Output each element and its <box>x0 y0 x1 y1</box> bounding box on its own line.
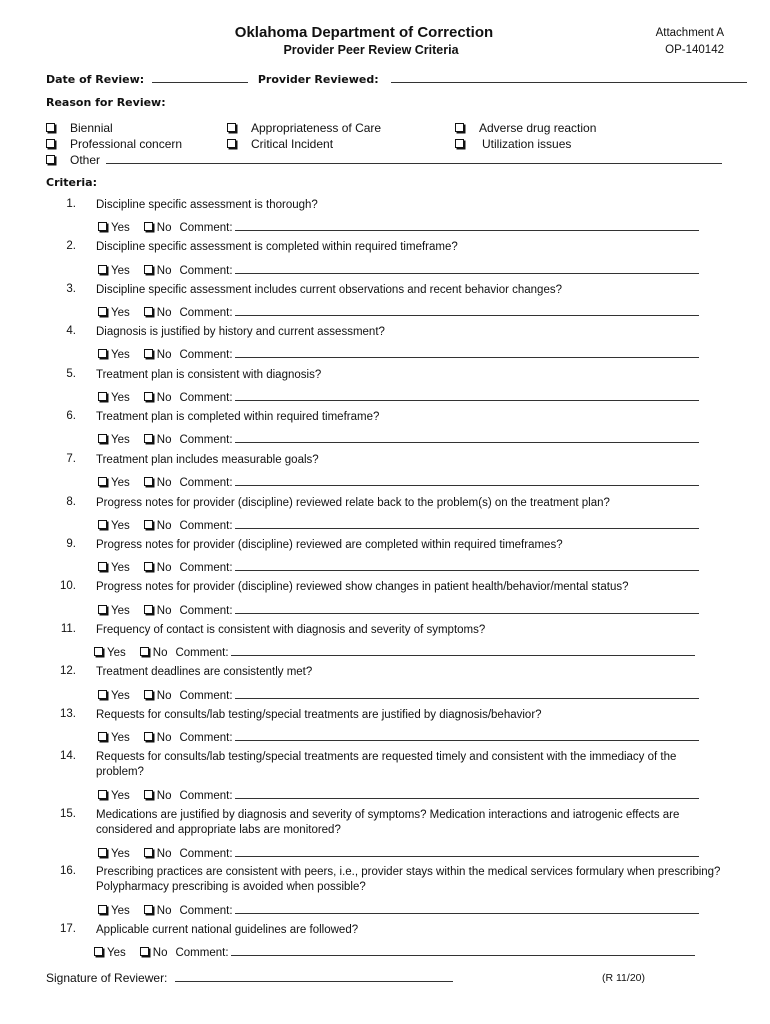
comment-field[interactable] <box>235 389 699 401</box>
no-checkbox-icon[interactable] <box>144 905 153 914</box>
yes-checkbox-icon[interactable] <box>98 434 107 443</box>
yes-label: Yes <box>111 434 130 446</box>
reason-for-review-label: Reason for Review: <box>46 96 166 109</box>
criterion-response-row <box>98 517 699 532</box>
comment-field[interactable] <box>235 845 699 857</box>
yes-checkbox-icon[interactable] <box>98 790 107 799</box>
comment-field[interactable] <box>231 644 695 656</box>
comment-field[interactable] <box>235 602 699 614</box>
document-subtitle: Provider Peer Review Criteria <box>283 43 459 57</box>
comment-label: Comment: <box>179 434 233 446</box>
no-checkbox-icon[interactable] <box>140 647 149 656</box>
criterion-response-row <box>94 644 695 659</box>
comment-label: Comment: <box>179 790 233 802</box>
comment-label: Comment: <box>175 947 229 959</box>
comment-label: Comment: <box>179 349 233 361</box>
yes-checkbox-icon[interactable] <box>98 732 107 741</box>
yes-label: Yes <box>107 947 126 959</box>
yes-checkbox-icon[interactable] <box>94 647 103 656</box>
criterion-number: 14. <box>60 750 76 762</box>
comment-label: Comment: <box>179 222 233 234</box>
criterion-question: Prescribing practices are consistent with peers, i.e., provider stays within the medical services formulary when prescribing? Polypharmacy prescribing is avoided when possible? <box>96 866 721 893</box>
criterion-question: Requests for consults/lab testing/special treatments are requested timely and consistent with the immediacy of the problem? <box>96 751 677 778</box>
criterion-question: Frequency of contact is consistent with diagnosis and severity of symptoms? <box>96 624 486 636</box>
comment-label: Comment: <box>179 848 233 860</box>
yes-checkbox-icon[interactable] <box>98 905 107 914</box>
criterion-number: 3. <box>66 283 76 295</box>
comment-field[interactable] <box>235 902 699 914</box>
yes-label: Yes <box>111 848 130 860</box>
provider-reviewed-field[interactable] <box>391 71 747 83</box>
criterion-response-row <box>98 902 699 917</box>
no-checkbox-icon[interactable] <box>144 392 153 401</box>
criterion-question: Diagnosis is justified by history and current assessment? <box>96 326 385 338</box>
no-label: No <box>152 647 168 659</box>
comment-field[interactable] <box>235 304 699 316</box>
other-reason-field[interactable] <box>106 152 722 164</box>
yes-label: Yes <box>111 520 130 532</box>
criterion-number: 13. <box>60 708 76 720</box>
no-checkbox-icon[interactable] <box>144 848 153 857</box>
criterion-question: Progress notes for provider (discipline) reviewed are completed within required timeframes? <box>96 539 563 551</box>
revision-date: (R 11/20) <box>602 972 645 984</box>
comment-label: Comment: <box>175 647 229 659</box>
comment-field[interactable] <box>235 729 699 741</box>
criterion-number: 1. <box>66 198 76 210</box>
no-label: No <box>156 562 172 574</box>
reason-critical-incident[interactable]: Critical Incident <box>227 137 333 151</box>
no-label: No <box>156 732 172 744</box>
criterion-response-row <box>98 559 699 574</box>
criterion-number: 12. <box>60 665 76 677</box>
criterion-question: Discipline specific assessment is completed within required timeframe? <box>96 241 458 253</box>
comment-field[interactable] <box>235 517 699 529</box>
comment-field[interactable] <box>231 944 695 956</box>
yes-label: Yes <box>111 562 130 574</box>
comment-label: Comment: <box>179 307 233 319</box>
no-checkbox-icon[interactable] <box>144 349 153 358</box>
criterion-question: Medications are justified by diagnosis and severity of symptoms? Medication interactions and iatrogenic effects are considered and appropriate labs are monitored? <box>96 809 680 836</box>
comment-field[interactable] <box>235 687 699 699</box>
no-label: No <box>156 520 172 532</box>
checkbox-icon[interactable] <box>455 123 464 132</box>
yes-checkbox-icon[interactable] <box>98 307 107 316</box>
comment-label: Comment: <box>179 905 233 917</box>
document-number: OP-140142 <box>665 44 724 56</box>
criterion-number: 10. <box>60 580 76 592</box>
criteria-label: Criteria: <box>46 176 98 189</box>
checkbox-icon[interactable] <box>227 139 236 148</box>
yes-label: Yes <box>111 222 130 234</box>
yes-checkbox-icon[interactable] <box>94 947 103 956</box>
comment-field[interactable] <box>235 262 699 274</box>
criterion-question: Treatment plan is consistent with diagnosis? <box>96 369 322 381</box>
document-title: Oklahoma Department of Correction <box>234 24 494 41</box>
date-of-review-field[interactable] <box>152 71 248 83</box>
criterion-response-row <box>98 474 699 489</box>
yes-checkbox-icon[interactable] <box>98 605 107 614</box>
criterion-number: 17. <box>60 923 76 935</box>
yes-label: Yes <box>111 690 130 702</box>
criterion-response-row <box>98 845 699 860</box>
comment-label: Comment: <box>179 605 233 617</box>
comment-field[interactable] <box>235 346 699 358</box>
criterion-response-row <box>98 602 699 617</box>
yes-checkbox-icon[interactable] <box>98 392 107 401</box>
no-checkbox-icon[interactable] <box>144 790 153 799</box>
yes-checkbox-icon[interactable] <box>98 848 107 857</box>
yes-label: Yes <box>111 477 130 489</box>
reason-other[interactable]: Other <box>46 152 722 167</box>
reason-appropriateness-of-care[interactable]: Appropriateness of Care <box>227 121 381 135</box>
criterion-response-row <box>98 687 699 702</box>
yes-label: Yes <box>111 392 130 404</box>
criterion-response-row <box>98 389 699 404</box>
criterion-number: 16. <box>60 865 76 877</box>
no-checkbox-icon[interactable] <box>144 265 153 274</box>
criterion-number: 9. <box>66 538 76 550</box>
criterion-question: Progress notes for provider (discipline) reviewed relate back to the problem(s) on the treatment plan? <box>96 497 610 509</box>
yes-label: Yes <box>111 349 130 361</box>
criterion-question: Treatment deadlines are consistently met? <box>96 666 313 678</box>
no-label: No <box>156 905 172 917</box>
criterion-response-row <box>98 219 699 234</box>
criterion-response-row <box>98 262 699 277</box>
date-of-review-label: Date of Review: <box>46 73 145 86</box>
criterion-question: Requests for consults/lab testing/special treatments are justified by diagnosis/behavior? <box>96 709 542 721</box>
comment-field[interactable] <box>235 474 699 486</box>
date-provider-row <box>46 71 747 86</box>
reason-adverse-drug-reaction[interactable]: Adverse drug reaction <box>455 121 596 135</box>
comment-label: Comment: <box>179 562 233 574</box>
no-checkbox-icon[interactable] <box>144 690 153 699</box>
signature-field[interactable] <box>175 970 453 982</box>
criterion-number: 4. <box>66 325 76 337</box>
reason-utilization-issues[interactable]: Utilization issues <box>455 137 571 151</box>
comment-label: Comment: <box>179 265 233 277</box>
no-label: No <box>156 605 172 617</box>
yes-checkbox-icon[interactable] <box>98 265 107 274</box>
no-label: No <box>156 790 172 802</box>
yes-checkbox-icon[interactable] <box>98 690 107 699</box>
yes-label: Yes <box>111 905 130 917</box>
no-checkbox-icon[interactable] <box>144 307 153 316</box>
no-label: No <box>156 690 172 702</box>
yes-checkbox-icon[interactable] <box>98 562 107 571</box>
checkbox-icon[interactable] <box>46 139 55 148</box>
comment-field[interactable] <box>235 219 699 231</box>
criterion-question: Progress notes for provider (discipline) reviewed show changes in patient health/behavior/mental status? <box>96 581 629 593</box>
yes-label: Yes <box>111 732 130 744</box>
comment-label: Comment: <box>179 732 233 744</box>
comment-field[interactable] <box>235 559 699 571</box>
criterion-number: 15. <box>60 808 76 820</box>
no-label: No <box>156 848 172 860</box>
yes-label: Yes <box>111 790 130 802</box>
yes-label: Yes <box>107 647 126 659</box>
yes-label: Yes <box>111 265 130 277</box>
criterion-number: 5. <box>66 368 76 380</box>
criterion-question: Discipline specific assessment includes current observations and recent behavior changes? <box>96 284 562 296</box>
no-label: No <box>156 349 172 361</box>
criterion-number: 8. <box>66 496 76 508</box>
criterion-response-row <box>94 944 695 959</box>
no-checkbox-icon[interactable] <box>144 732 153 741</box>
no-checkbox-icon[interactable] <box>144 605 153 614</box>
yes-checkbox-icon[interactable] <box>98 520 107 529</box>
criterion-number: 7. <box>66 453 76 465</box>
attachment-label: Attachment A <box>655 27 724 39</box>
signature-label: Signature of Reviewer: <box>46 971 168 985</box>
criterion-response-row <box>98 304 699 319</box>
criterion-number: 2. <box>66 240 76 252</box>
signature-row <box>46 970 453 985</box>
yes-label: Yes <box>111 307 130 319</box>
no-label: No <box>156 307 172 319</box>
criterion-response-row <box>98 431 699 446</box>
criterion-number: 6. <box>66 410 76 422</box>
yes-checkbox-icon[interactable] <box>98 349 107 358</box>
criterion-response-row <box>98 787 699 802</box>
no-label: No <box>156 392 172 404</box>
reason-biennial[interactable]: Biennial <box>46 121 113 135</box>
comment-label: Comment: <box>179 690 233 702</box>
criterion-question: Treatment plan includes measurable goals? <box>96 454 319 466</box>
yes-checkbox-icon[interactable] <box>98 477 107 486</box>
comment-field[interactable] <box>235 431 699 443</box>
no-checkbox-icon[interactable] <box>144 434 153 443</box>
yes-checkbox-icon[interactable] <box>98 222 107 231</box>
no-checkbox-icon[interactable] <box>144 520 153 529</box>
comment-label: Comment: <box>179 477 233 489</box>
no-label: No <box>156 434 172 446</box>
criterion-response-row <box>98 729 699 744</box>
criterion-response-row <box>98 346 699 361</box>
comment-label: Comment: <box>179 520 233 532</box>
criterion-question: Discipline specific assessment is thorough? <box>96 199 318 211</box>
checkbox-icon[interactable] <box>455 139 464 148</box>
comment-label: Comment: <box>179 392 233 404</box>
criterion-number: 11. <box>60 623 76 635</box>
criterion-question: Treatment plan is completed within required timeframe? <box>96 411 380 423</box>
checkbox-icon[interactable] <box>227 123 236 132</box>
no-label: No <box>156 477 172 489</box>
no-label: No <box>152 947 168 959</box>
comment-field[interactable] <box>235 787 699 799</box>
no-label: No <box>156 265 172 277</box>
no-checkbox-icon[interactable] <box>144 477 153 486</box>
no-checkbox-icon[interactable] <box>144 562 153 571</box>
no-checkbox-icon[interactable] <box>140 947 149 956</box>
no-checkbox-icon[interactable] <box>144 222 153 231</box>
provider-reviewed-label: Provider Reviewed: <box>257 73 379 86</box>
reason-professional-concern[interactable]: Professional concern <box>46 137 182 151</box>
no-label: No <box>156 222 172 234</box>
yes-label: Yes <box>111 605 130 617</box>
checkbox-icon[interactable] <box>46 155 55 164</box>
criterion-question: Applicable current national guidelines are followed? <box>96 924 359 936</box>
checkbox-icon[interactable] <box>46 123 55 132</box>
